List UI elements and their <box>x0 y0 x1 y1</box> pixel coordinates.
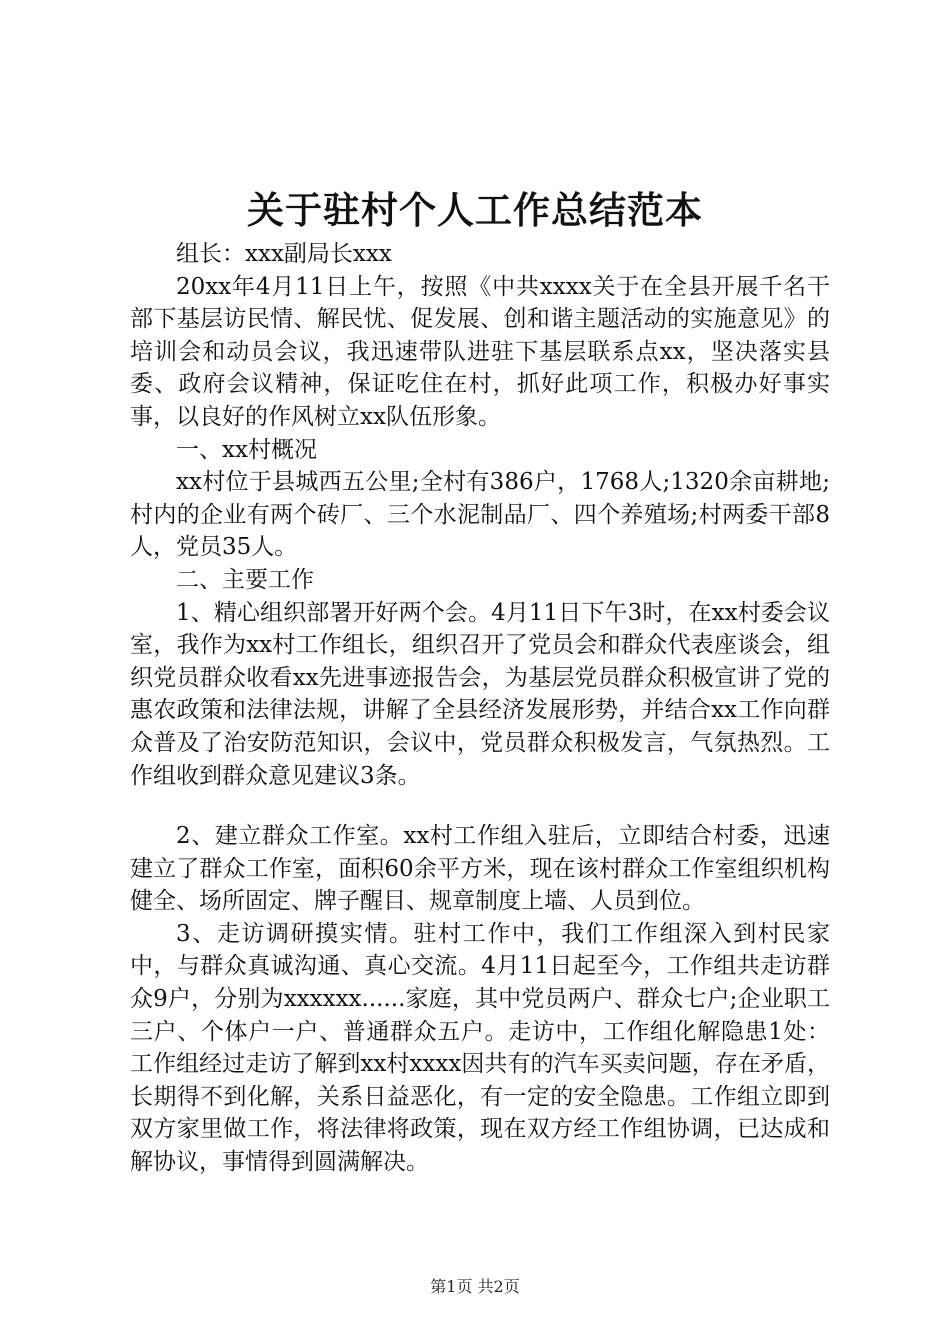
paragraph-intro: 20xx年4月11日上午，按照《中共xxxx关于在全县开展千名干部下基层访民情、解民忧、促发展、创和谐主题活动的实施意见》的培训会和动员会议，我迅速带队进驻下基层联系点xx，坚决落实县委、政府会议精神，保证吃住在村，抓好此项工作，积极办好事实事，以良好的作风树立xx队伍形象。 <box>130 273 830 430</box>
paragraph-work-item-3: 3、走访调研摸实情。驻村工作中，我们工作组深入到村民家中，与群众真诚沟通、真心交流。4月11日起至今，工作组共走访群众9户，分别为xxxxxx......家庭，其中党员两户、群众七户;企业职工三户、个体户一户、普通群众五户。走访中，工作组化解隐患1处：工作组经过走访了解到xx村xxxx因共有的汽车买卖问题，存在矛盾，长期得不到化解，关系日益恶化，有一定的安全隐患。工作组立即到双方家里做工作，将法律将政策，现在双方经工作组协调，已达成和解协议，事情得到圆满解决。 <box>130 920 830 1176</box>
section-heading-main-work: 二、主要工作 <box>176 566 314 593</box>
paragraph-work-item-2: 2、建立群众工作室。xx村工作组入驻后，立即结合村委，迅速建立了群众工作室，面积60余平方米，现在该村群众工作室组织机构健全、场所固定、牌子醒目、规章制度上墙、人员到位。 <box>130 823 830 915</box>
paragraph-village-overview: xx村位于县城西五公里;全村有386户，1768人;1320余亩耕地;村内的企业有两个砖厂、三个水泥制品厂、四个养殖场;村两委干部8人，党员35人。 <box>130 469 830 561</box>
document-body <box>130 238 830 1179</box>
paragraph-team-leader: 组长：xxx副局长xxx <box>176 241 392 267</box>
paragraph-work-item-1: 1、精心组织部署开好两个会。4月11日下午3时，在xx村委会议室，我作为xx村工作组长，组织召开了党员会和群众代表座谈会，组织党员群众收看xx先进事迹报告会，为基层党员群众积极宣讲了党的惠农政策和法律法规，讲解了全县经济发展形势，并结合xx工作向群众普及了治安防范知识，会议中，党员群众积极发言，气氛热烈。工作组收到群众意见建议3条。 <box>130 599 830 789</box>
document-title: 关于驻村个人工作总结范本 <box>247 188 703 232</box>
page-number-footer: 第1页 共2页 <box>430 1277 520 1296</box>
section-heading-overview: 一、xx村概况 <box>176 436 317 463</box>
